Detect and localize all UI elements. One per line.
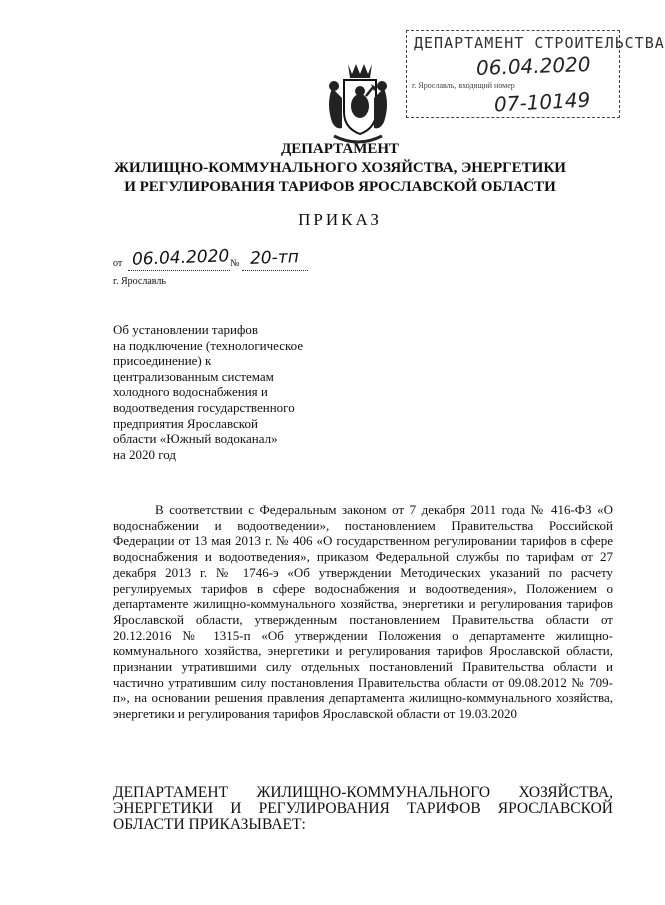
subject-line: на 2020 год	[113, 446, 176, 462]
department-heading	[60, 140, 620, 197]
closing-statement-last-line: ОБЛАСТИ ПРИКАЗЫВАЕТ:	[113, 816, 306, 833]
registration-stamp	[406, 30, 665, 118]
stamp-title: ДЕПАРТАМЕНТ СТРОИТЕЛЬСТВА	[414, 34, 665, 52]
number-sign: №	[230, 258, 240, 269]
subject-line: предприятия Ярославской	[113, 415, 258, 431]
subject-line: присоединение) к	[113, 353, 212, 369]
stamp-date: 06.04.2020	[475, 52, 591, 80]
stamp-subtitle: г. Ярославль, входящий номер	[412, 81, 515, 90]
subject-line: области «Южный водоканал»	[113, 431, 278, 447]
coat-of-arms-icon	[312, 58, 404, 150]
department-line-1: ДЕПАРТАМЕНТ	[280, 141, 400, 157]
subject-line: водоотведения государственного	[113, 399, 295, 415]
subject-line: централизованным системам	[113, 368, 274, 384]
body-paragraph: В соответствии с Федеральным законом от 7 декабря 2011 года № 416-ФЗ «О водоснабжении и водоотведении», постановлением Правительства Российской Федерации от 13 мая 2013 г. № 406 «О государственном регулировании тарифов в сфере водоснабжения и водоотведения», приказом Федеральной службы по тарифам от 27 декабря 2013 г. № 1746-э «Об утверждении Методических указаний по расчету регулируемых тарифов в сфере водоснабжения и водоотведения», Положением о департаменте жилищно-коммунального хозяйства, энергетики и регулирования тарифов Ярославской области, утвержденным постановлением Правительства области от 20.12.2016 № 1315-п «Об утверждении Положения о департаменте жилищно-коммунального хозяйства, энергетики и регулирования тарифов Ярославской области, признании утратившими силу отдельных постановлений Правительства области и частично утратившим силу постановления Правительства области от 09.08.2012 № 709-п», на основании решения правления департамента жилищно-коммунального хозяйства, энергетики и регулирования тарифов Ярославской области от 19.03.2020	[113, 502, 613, 722]
handwritten-number: 20-тп	[249, 247, 300, 269]
order-subject	[113, 322, 363, 462]
department-line-3: И РЕГУЛИРОВАНИЯ ТАРИФОВ ЯРОСЛАВСКОЙ ОБЛАСТИ	[124, 179, 556, 195]
stamp-number: 07-10149	[493, 87, 591, 117]
subject-line: холодного водоснабжения и	[113, 384, 268, 400]
subject-line: на подключение (технологическое	[113, 337, 304, 353]
subject-line: Об установлении тарифов	[113, 322, 259, 337]
number-underline	[242, 270, 308, 271]
closing-statement: ДЕПАРТАМЕНТ ЖИЛИЩНО-КОММУНАЛЬНОГО ХОЗЯЙСТВА, ЭНЕРГЕТИКИ И РЕГУЛИРОВАНИЯ ТАРИФОВ ЯРОСЛАВСКОЙ	[113, 784, 613, 817]
order-title: ПРИКАЗ	[298, 210, 382, 229]
department-line-2: ЖИЛИЩНО-КОММУНАЛЬНОГО ХОЗЯЙСТВА, ЭНЕРГЕТИКИ	[114, 160, 566, 176]
city: г. Ярославль	[113, 276, 166, 287]
from-label: от	[113, 258, 123, 269]
date-underline	[128, 270, 230, 271]
handwritten-date: 06.04.2020	[131, 246, 230, 270]
